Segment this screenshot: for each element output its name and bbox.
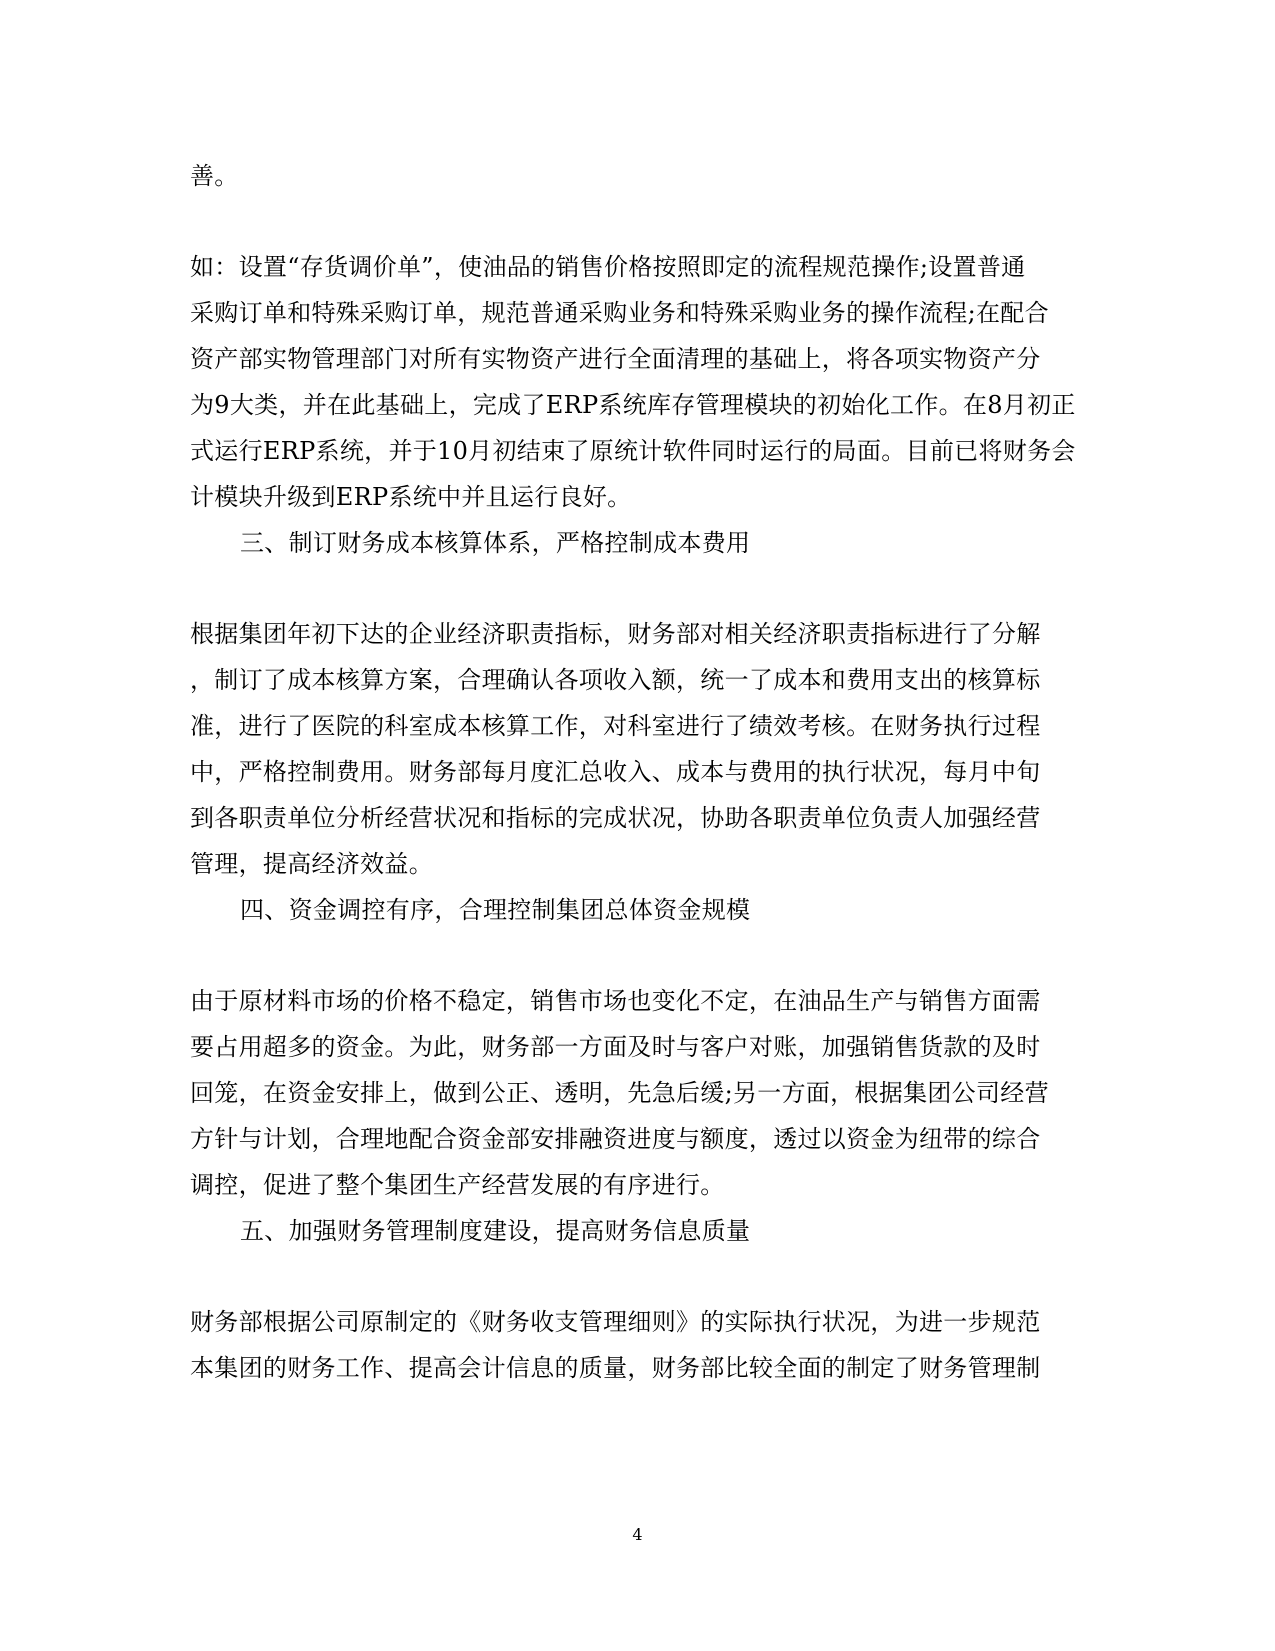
paragraph-line: 调控，促进了整个集团生产经营发展的有序进行。 — [190, 1171, 725, 1199]
paragraph-line: 中，严格控制费用。财务部每月度汇总收入、成本与费用的执行状况，每月中旬 — [190, 758, 1041, 786]
paragraph-line: 回笼，在资金安排上，做到公正、透明，先急后缓;另一方面，根据集团公司经营 — [190, 1079, 1049, 1107]
section-heading: 四、资金调控有序，合理控制集团总体资金规模 — [240, 896, 751, 924]
paragraph-line: 本集团的财务工作、提高会计信息的质量，财务部比较全面的制定了财务管理制 — [190, 1354, 1041, 1382]
paragraph-line: 方针与计划，合理地配合资金部安排融资进度与额度，透过以资金为纽带的综合 — [190, 1125, 1041, 1153]
paragraph-line: 准，进行了医院的科室成本核算工作，对科室进行了绩效考核。在财务执行过程 — [190, 712, 1041, 740]
paragraph-line: 为9大类，并在此基础上，完成了ERP系统库存管理模块的初始化工作。在8月初正 — [190, 391, 1076, 419]
paragraph-line: ，制订了成本核算方案，合理确认各项收入额，统一了成本和费用支出的核算标 — [190, 666, 1041, 694]
paragraph-line: 到各职责单位分析经营状况和指标的完成状况，协助各职责单位负责人加强经营 — [190, 804, 1041, 832]
paragraph-line: 财务部根据公司原制定的《财务收支管理细则》的实际执行状况，为进一步规范 — [190, 1308, 1041, 1336]
paragraph-line: 资产部实物管理部门对所有实物资产进行全面清理的基础上，将各项实物资产分 — [190, 345, 1041, 373]
paragraph-line: 采购订单和特殊采购订单，规范普通采购业务和特殊采购业务的操作流程;在配合 — [190, 299, 1049, 327]
paragraph-line: 由于原材料市场的价格不稳定，销售市场也变化不定，在油品生产与销售方面需 — [190, 987, 1041, 1015]
paragraph-line: 计模块升级到ERP系统中并且运行良好。 — [190, 483, 632, 511]
paragraph-line: 如：设置“存货调价单”，使油品的销售价格按照即定的流程规范操作;设置普通 — [190, 253, 1026, 281]
paragraph-line: 管理，提高经济效益。 — [190, 850, 433, 878]
page-number: 4 — [632, 1525, 643, 1544]
paragraph-line: 要占用超多的资金。为此，财务部一方面及时与客户对账，加强销售货款的及时 — [190, 1033, 1041, 1061]
paragraph-line: 式运行ERP系统，并于10月初结束了原统计软件同时运行的局面。目前已将财务会 — [190, 437, 1076, 465]
section-heading: 三、制订财务成本核算体系，严格控制成本费用 — [240, 529, 751, 557]
paragraph-line: 根据集团年初下达的企业经济职责指标，财务部对相关经济职责指标进行了分解 — [190, 620, 1041, 648]
section-heading: 五、加强财务管理制度建设，提高财务信息质量 — [240, 1217, 751, 1245]
paragraph-line: 善。 — [190, 162, 239, 190]
